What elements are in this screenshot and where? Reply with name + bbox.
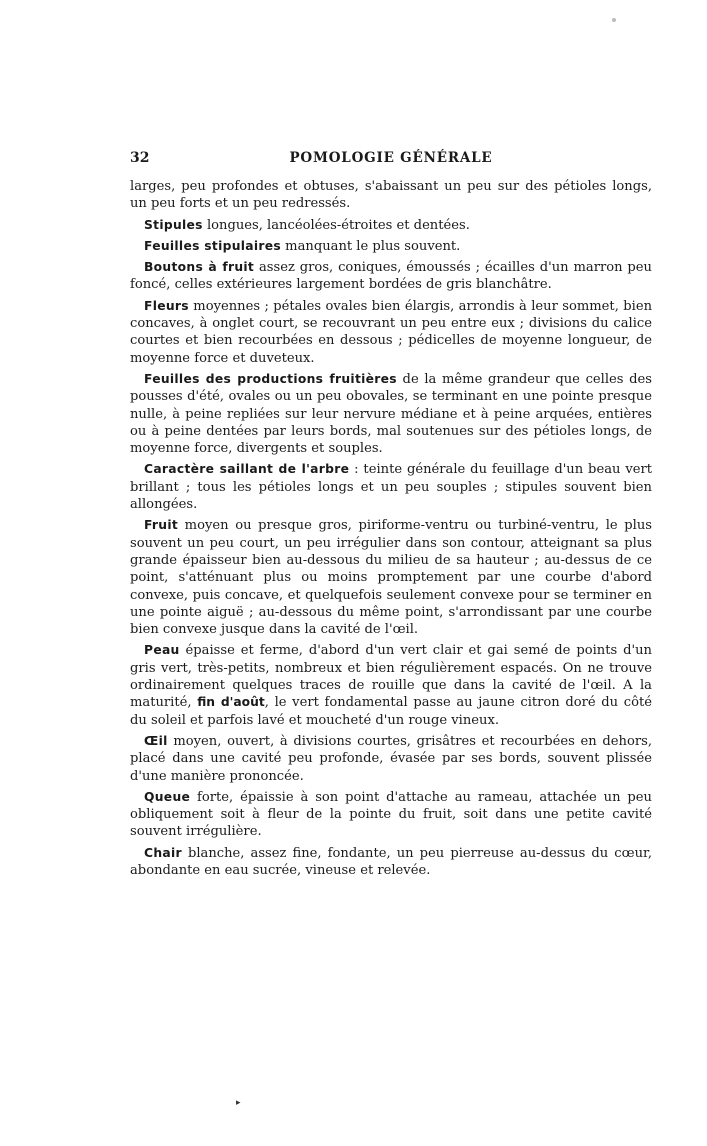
term-heading: Stipules — [144, 217, 203, 232]
term-heading: Boutons à fruit — [144, 260, 255, 275]
paragraph-feuilles-stipulaires — [130, 238, 652, 255]
inline-term: fin d'août — [197, 695, 265, 710]
paragraph-text: : teinte générale du feuillage d'un beau vert brillant ; tous les pétioles longs et un peu souples ; stipules souvent bien allongées. — [130, 462, 652, 513]
paragraph-text: blanche, assez fine, fondante, un peu pierreuse au-dessus du cœur, abondante en eau sucrée, vineuse et relevée. — [130, 845, 652, 878]
term-heading: Peau — [144, 643, 180, 658]
term-heading: Fruit — [144, 518, 179, 533]
term-heading: Caractère saillant de l'arbre — [144, 462, 350, 477]
term-heading: Queue — [144, 789, 191, 804]
paragraph-text: moyen ou presque gros, piriforme-ventru ou turbiné-ventru, le plus souvent un peu court, un peu irrégulier dans son contour, atteignant sa plus grande épaisseur bien au-dessous du milieu de sa hauteur ; au-dessus de ce point, s'atténuant plus ou moins promptement par une courbe d'abord convexe, puis concave, et quelquefois seulement convexe pour se terminer en une pointe aiguë ; au-dessous du même point, s'arrondissant par une courbe bien convexe jusque dans la cavité de l'œil. — [130, 518, 652, 638]
paragraph-boutons-a-fruit — [130, 259, 652, 294]
term-heading: Feuilles des productions fruitières — [144, 371, 397, 386]
paragraph-text: moyen, ouvert, à divisions courtes, grisâtres et recourbées en dehors, placé dans une cavité peu profonde, évasée par ses bords, souvent plissée d'une manière prononcée. — [130, 733, 652, 784]
paragraph-caractere-saillant — [130, 461, 652, 513]
term-heading: Feuilles stipulaires — [144, 238, 282, 253]
term-heading: Œil — [144, 733, 168, 748]
term-heading: Chair — [144, 845, 182, 860]
paragraph-text: manquant le plus souvent. — [281, 238, 461, 254]
term-heading: Fleurs — [144, 298, 189, 313]
paragraph-stipules — [130, 217, 652, 234]
paragraph-text: , le vert fondamental passe au jaune citron doré du côté du soleil et parfois lavé et moucheté d'un rouge vineux. — [130, 695, 652, 728]
paragraph-feuilles-productions — [130, 371, 652, 457]
paragraph-text: longues, lancéolées-étroites et dentées. — [202, 217, 470, 233]
paragraph-text: moyennes ; pétales ovales bien élargis, arrondis à leur sommet, bien concaves, à onglet court, se recouvrant un peu entre eux ; divisions du calice courtes et bien recourbées en dessous ; pédicelles de moyenne longueur, de moyenne force et duveteux. — [130, 298, 652, 366]
paragraph-text: assez gros, coniques, émoussés ; écailles d'un marron peu foncé, celles extérieures largement bordées de gris blanchâtre. — [130, 260, 652, 293]
paragraph-fleurs — [130, 298, 652, 367]
body-text — [130, 178, 652, 883]
page-header — [130, 150, 652, 170]
paragraph-fruit — [130, 517, 652, 638]
paper-speck — [612, 18, 616, 22]
running-head: POMOLOGIE GÉNÉRALE — [289, 150, 493, 166]
paragraph-text: de la même grandeur que celles des pousses d'été, ovales ou un peu obovales, se terminant en une pointe presque nulle, à peine repliées sur leur nervure médiane et à peine arquées, entières ou à peine dentées par leurs bords, mal soutenues sur des pétioles longs, de moyenne force, divergents et souples. — [130, 371, 652, 457]
paragraph-text: épaisse et ferme, d'abord d'un vert clair et gai semé de points d'un gris vert, très-petits, nombreux et bien régulièrement espacés. On ne trouve ordinairement quelques traces de rouille que dans la cavité de l'œil. A la maturité, — [130, 643, 652, 711]
paragraph-queue — [130, 789, 652, 841]
paragraph-text: larges, peu profondes et obtuses, s'abaissant un peu sur des pétioles longs, un peu forts et un peu redressés. — [130, 179, 652, 212]
paragraph-chair — [130, 845, 652, 880]
paragraph-peau — [130, 642, 652, 728]
paragraph-oeil — [130, 733, 652, 785]
bottom-mark-icon: ▸ — [236, 1098, 241, 1108]
paragraph-continuation — [130, 178, 652, 213]
page-number: 32 — [130, 150, 150, 166]
paragraph-text: forte, épaissie à son point d'attache au rameau, attachée un peu obliquement soit à fleur de la pointe du fruit, soit dans une petite cavité souvent irrégulière. — [130, 789, 652, 840]
